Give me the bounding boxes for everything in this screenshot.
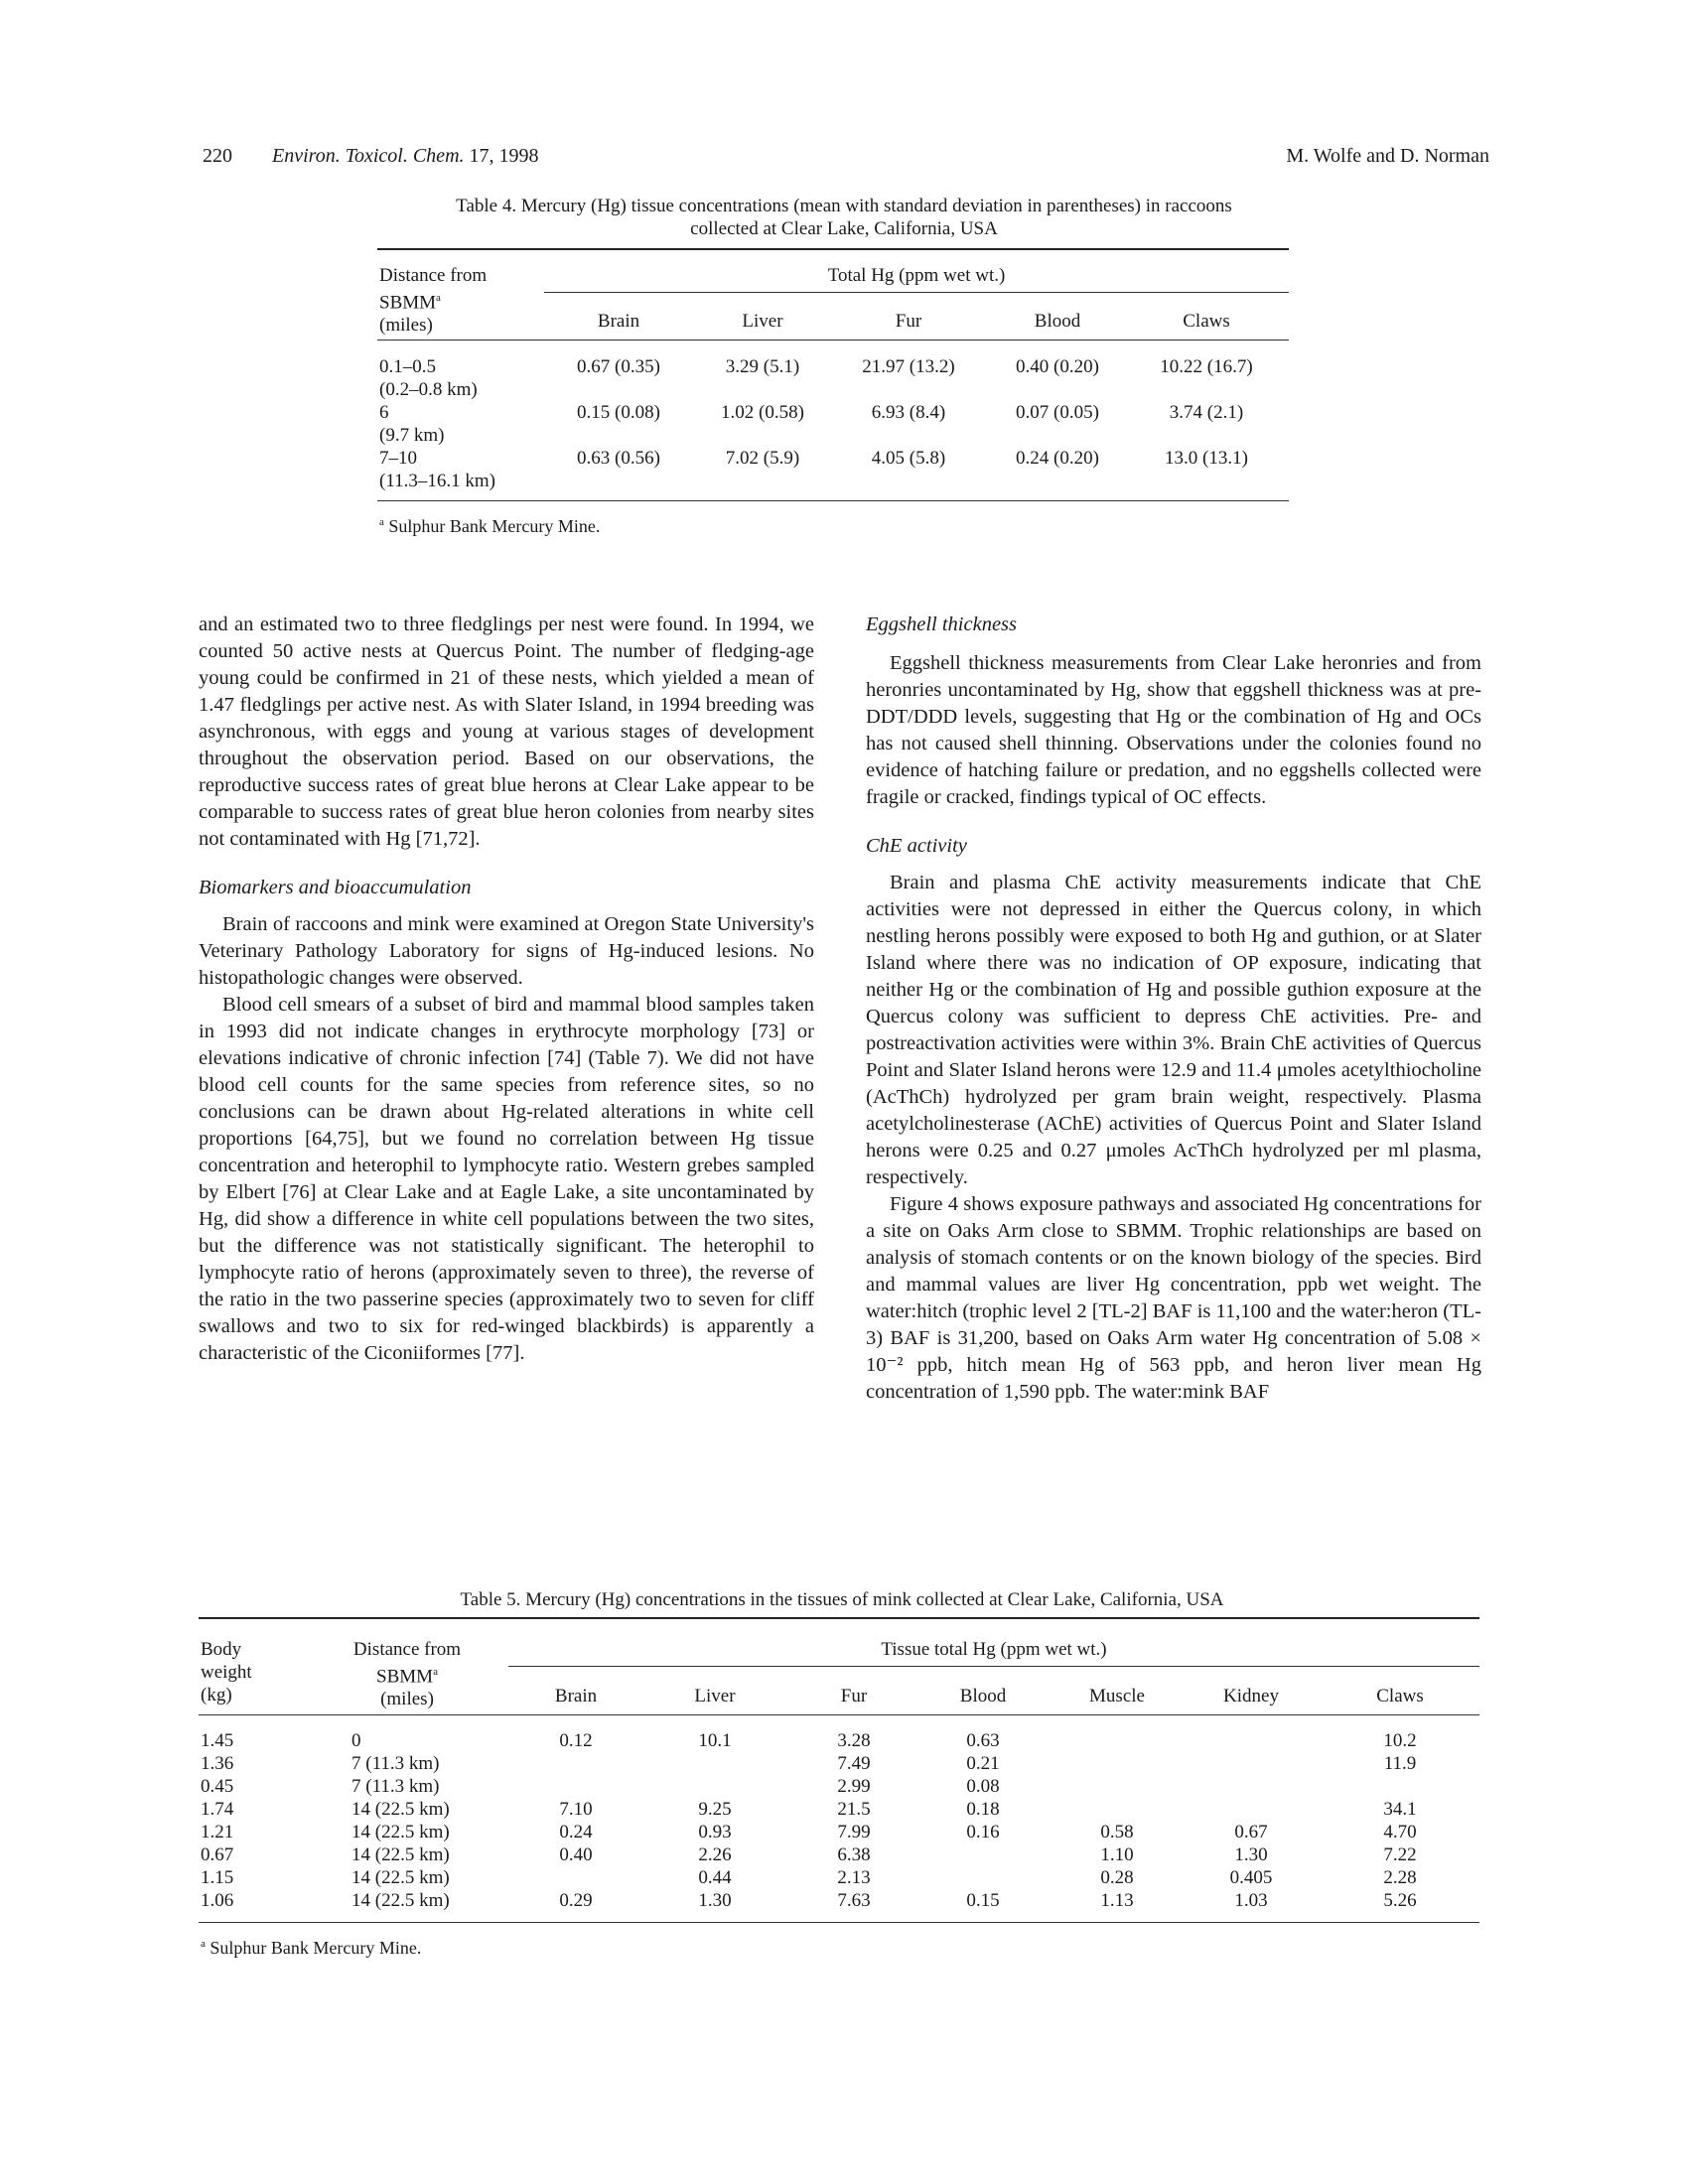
table5-footnote: $^a$ Sulphur Bank Mercury Mine.	[201, 1938, 422, 1958]
table5-weight-header	[201, 1638, 252, 1706]
table5-cell: 0.44	[698, 1867, 732, 1888]
table-row	[199, 1752, 1479, 1775]
table5-weight: 1.15	[201, 1867, 234, 1888]
table5-body	[199, 1729, 1479, 1912]
table4-cell: 10.22 (16.7)	[1160, 356, 1253, 377]
table4-distance: 6	[379, 402, 389, 423]
section-heading-che: ChE activity	[866, 835, 967, 857]
table5-cell: 7.63	[837, 1890, 871, 1911]
table5-cell: 4.70	[1383, 1822, 1417, 1843]
table5-cell: 0.24	[559, 1822, 593, 1843]
table5-distance: 14 (22.5 km)	[351, 1844, 450, 1865]
table5-cell: 0.29	[559, 1890, 593, 1911]
table5-cell: 0.16	[966, 1822, 1000, 1843]
table5-cell: 0.15	[966, 1890, 1000, 1911]
table5-distance: 14 (22.5 km)	[351, 1799, 450, 1820]
table5-cell: 10.2	[1383, 1730, 1417, 1751]
table5-cell: 2.26	[698, 1844, 732, 1865]
left-para-1: and an estimated two to three fledglings per nest were found. In 1994, we counted 50 active nests at Quercus Point. The number of fledging-age young could be confirmed in 21 of these nests, which yielded a mean of 1.47 fledglings per active nest. As with Slater Island, in 1994 breeding was asynchronous, with eggs and young at various stages of development throughout the observation period. Based on our observations, the reproductive success rates of great blue herons at Clear Lake appear to be comparable to success rates of great blue heron colonies from nearby sites not contaminated with Hg [71,72].	[199, 614, 814, 850]
table4-cell: 4.05 (5.8)	[871, 448, 946, 469]
page-number: 220	[203, 145, 232, 167]
table-row	[377, 447, 1289, 492]
table5-cell: 2.28	[1383, 1867, 1417, 1888]
table4-top-rule	[377, 248, 1289, 250]
table5-distance: 0	[351, 1730, 361, 1751]
table5-cell: 10.1	[698, 1730, 732, 1751]
table5-weight-header-line2: weight	[201, 1662, 252, 1683]
table5-distance: 7 (11.3 km)	[351, 1776, 440, 1797]
table4-col-liver: Liver	[742, 311, 783, 332]
table5-weight: 0.67	[201, 1844, 234, 1865]
table5-cell: 1.13	[1100, 1890, 1134, 1911]
table4-stub-header	[379, 264, 487, 337]
table-row	[199, 1798, 1479, 1821]
table5-col-claws: Claws	[1376, 1686, 1424, 1706]
table5-cell: 2.99	[837, 1776, 871, 1797]
table4-cell: 7.02 (5.9)	[725, 448, 800, 469]
table5-cell: 11.9	[1383, 1753, 1417, 1774]
table4-cell: 0.24 (0.20)	[1016, 448, 1099, 469]
table5-caption: Table 5. Mercury (Hg) concentrations in the tissues of mink collected at Clear Lake, California, USA	[460, 1589, 1224, 1610]
table5-col-liver: Liver	[694, 1686, 736, 1706]
table4-cell: 3.74 (2.1)	[1169, 402, 1244, 423]
table5-distance-header-line2: SBMM$^a$	[376, 1666, 438, 1688]
left-para-2: Brain of raccoons and mink were examined at Oregon State University's Veterinary Pathology Laboratory for signs of Hg-induced lesions. No histopathologic changes were observed.	[199, 913, 814, 989]
table5-cell: 7.49	[837, 1753, 871, 1774]
table4-distance-km: (9.7 km)	[379, 425, 445, 446]
table5-span-rule	[508, 1666, 1479, 1667]
table5-cell: 5.26	[1383, 1890, 1417, 1911]
table5-col-brain: Brain	[554, 1686, 598, 1706]
table4-distance-km: (11.3–16.1 km)	[379, 471, 495, 491]
table5-distance-header-line3: (miles)	[380, 1689, 434, 1710]
table5-stub-footnote-mark: a	[433, 1666, 438, 1678]
table5-distance: 14 (22.5 km)	[351, 1822, 450, 1843]
table5-weight: 1.21	[201, 1822, 234, 1843]
table4-col-brain: Brain	[597, 311, 640, 332]
table4-cell: 6.93 (8.4)	[871, 402, 946, 423]
table5-cell: 0.28	[1100, 1867, 1134, 1888]
table4-cell: 0.63 (0.56)	[577, 448, 660, 469]
right-para-1: Eggshell thickness measurements from Clear Lake heronries and from heronries uncontaminated by Hg, show that eggshell thickness was at pre-DDT/DDD levels, suggesting that Hg or the combination of Hg and OCs has not caused shell thinning. Observations under the colonies found no evidence of hatching failure or predation, and no eggshells collected were fragile or cracked, findings typical of OC effects.	[866, 652, 1481, 808]
table5-cell: 34.1	[1383, 1799, 1417, 1820]
table5-cell: 7.99	[837, 1822, 871, 1843]
table4-body	[377, 355, 1289, 492]
table5-weight-header-line1: Body	[201, 1639, 242, 1660]
table5-cell: 0.18	[966, 1799, 1000, 1820]
table-row	[199, 1729, 1479, 1752]
table5-col-fur: Fur	[840, 1686, 868, 1706]
table4-col-fur: Fur	[895, 311, 922, 332]
table5-col-blood: Blood	[959, 1686, 1007, 1706]
table-row	[199, 1843, 1479, 1866]
table4-cell: 0.07 (0.05)	[1016, 402, 1099, 423]
left-para-3: Blood cell smears of a subset of bird and mammal blood samples taken in 1993 did not indicate changes in erythrocyte morphology [73] or elevations indicative of chronic infection [74] (Table 7). We did not have blood cell counts for the same species from reference sites, so no conclusions can be drawn about Hg-related alterations in white cell proportions [64,75], but we found no correlation between Hg tissue concentration and heterophil to lymphocyte ratio. Western grebes sampled by Elbert [76] at Clear Lake and at Eagle Lake, a site uncontaminated by Hg, did show a difference in white cell populations between the two sites, but the difference was not statistically significant. The heterophil to lymphocyte ratio of herons (approximately seven to three), the reverse of the ratio in the two passerine species (approximately two to seven for cliff swallows and two to six for red-winged blackbirds) is apparently a characteristic of the Ciconiiformes [77].	[199, 994, 814, 1364]
table5-col-muscle: Muscle	[1089, 1686, 1145, 1706]
table4-stub-header-line1: Distance from	[379, 265, 488, 286]
table4-caption	[377, 195, 1311, 240]
table5-cell: 2.13	[837, 1867, 871, 1888]
table5-cell: 6.38	[837, 1844, 871, 1865]
table4-caption-line1: Table 4. Mercury (Hg) tissue concentrations (mean with standard deviation in parentheses) in raccoons	[456, 196, 1232, 216]
table4-stub-header-line3: (miles)	[379, 315, 433, 337]
table4-distance: 0.1–0.5	[379, 356, 436, 377]
table5-cell: 0.40	[559, 1844, 593, 1865]
table5-distance: 7 (11.3 km)	[351, 1753, 440, 1774]
table5-cell: 9.25	[698, 1799, 732, 1820]
table4-cell: 0.40 (0.20)	[1016, 356, 1099, 377]
table5-cell: 0.63	[966, 1730, 1000, 1751]
table5-cell: 0.12	[559, 1730, 593, 1751]
table5-weight-header-line3: (kg)	[201, 1685, 232, 1706]
right-para-3: Figure 4 shows exposure pathways and associated Hg concentrations for a site on Oaks Arm close to SBMM. Trophic relationships are based on analysis of stomach contents or on the known biology of the species. Bird and mammal values are liver Hg concentration, ppb wet weight. The water:hitch (trophic level 2 [TL-2] BAF is 11,100 and the water:heron (TL-3) BAF is 31,200, based on Oaks Arm water Hg concentration of 5.08 × 10⁻² ppb, hitch mean Hg of 563 ppb, and heron liver mean Hg concentration of 1,590 ppb. The water:mink BAF	[866, 1193, 1481, 1403]
table5-cell: 21.5	[837, 1799, 871, 1820]
table4-distance-km: (0.2–0.8 km)	[379, 379, 478, 400]
table5-distance-header	[328, 1638, 487, 1710]
right-column	[866, 612, 1481, 1406]
table4-cell: 13.0 (13.1)	[1165, 448, 1248, 469]
table4-stub-header-line2: SBMM$^a$	[379, 292, 441, 314]
section-heading-eggshell: Eggshell thickness	[866, 614, 1018, 635]
table5-cell: 1.03	[1234, 1890, 1268, 1911]
table5-cell: 1.10	[1100, 1844, 1134, 1865]
table-row	[199, 1775, 1479, 1798]
right-para-2: Brain and plasma ChE activity measurements indicate that ChE activities were not depressed in either the Quercus colony, in which nestling herons possibly were exposed to both Hg and guthion, or at Slater Island where there was no indication of OP exposure, indicating that neither Hg or the combination of Hg and possible guthion exposure at the Quercus colony was sufficient to depress ChE activities. Pre- and postreactivation activities were within 3%. Brain ChE activities of Quercus Point and Slater Island herons were 12.9 and 11.4 μmoles acetylthiocholine (AcThCh) hydrolyzed per gram brain weight, respectively. Plasma acetylcholinesterase (AChE) activities of Quercus Point and Slater Island herons were 0.25 and 0.27 μmoles AcThCh hydrolyzed per ml plasma, respectively.	[866, 872, 1481, 1188]
table5-bottom-rule	[199, 1922, 1479, 1923]
table5-cell: 7.22	[1383, 1844, 1417, 1865]
table4-span-header: Total Hg (ppm wet wt.)	[827, 265, 1006, 286]
table4-cell: 21.97 (13.2)	[862, 356, 955, 377]
table-row	[377, 355, 1289, 401]
table5-span-header: Tissue total Hg (ppm wet wt.)	[881, 1639, 1107, 1660]
table-row	[377, 401, 1289, 447]
table5-cell: 0.93	[698, 1822, 732, 1843]
table4-span-rule	[544, 292, 1289, 293]
table4-cell: 0.15 (0.08)	[577, 402, 660, 423]
table5-cell: 0.58	[1100, 1822, 1134, 1843]
table5-cell: 0.405	[1229, 1867, 1273, 1888]
table4-stub-footnote-mark: a	[436, 292, 441, 304]
table5-cell: 0.21	[966, 1753, 1000, 1774]
table4-caption-line2: collected at Clear Lake, California, USA	[690, 218, 998, 239]
table4-col-claws: Claws	[1183, 311, 1230, 332]
table5-cell: 1.30	[1234, 1844, 1268, 1865]
table5-distance: 14 (22.5 km)	[351, 1867, 450, 1888]
table5-header-rule	[199, 1714, 1479, 1715]
table5-weight: 1.74	[201, 1799, 234, 1820]
table5-weight: 0.45	[201, 1776, 234, 1797]
journal-citation	[272, 145, 539, 168]
table5-col-kidney: Kidney	[1223, 1686, 1279, 1706]
table4-bottom-rule	[377, 500, 1289, 501]
table5-distance: 14 (22.5 km)	[351, 1890, 450, 1911]
table4-cell: 3.29 (5.1)	[725, 356, 800, 377]
table5-top-rule	[199, 1617, 1479, 1619]
table5-cell: 0.67	[1234, 1822, 1268, 1843]
section-heading-biomarkers: Biomarkers and bioaccumulation	[199, 877, 472, 898]
table5-weight: 1.06	[201, 1890, 234, 1911]
running-authors: M. Wolfe and D. Norman	[1286, 145, 1489, 167]
table4-cell: 1.02 (0.58)	[721, 402, 804, 423]
table4-header-rule	[377, 340, 1289, 341]
table4-cell: 0.67 (0.35)	[577, 356, 660, 377]
table5-cell: 3.28	[837, 1730, 871, 1751]
journal-volume-year: 17, 1998	[469, 145, 539, 167]
table-row	[199, 1866, 1479, 1889]
table-row	[199, 1821, 1479, 1843]
left-column	[199, 612, 814, 1367]
table5-distance-header-line1: Distance from	[352, 1639, 462, 1660]
table-row	[199, 1889, 1479, 1912]
table4-col-blood: Blood	[1034, 311, 1081, 332]
table5-weight: 1.36	[201, 1753, 234, 1774]
table5-cell: 7.10	[559, 1799, 593, 1820]
table5-cell: 1.30	[698, 1890, 732, 1911]
table4-footnote: $^a$ Sulphur Bank Mercury Mine.	[379, 516, 601, 536]
table5-weight: 1.45	[201, 1730, 234, 1751]
table5-cell: 0.08	[966, 1776, 1000, 1797]
table4-distance: 7–10	[379, 448, 417, 469]
journal-name: Environ. Toxicol. Chem.	[272, 145, 465, 167]
